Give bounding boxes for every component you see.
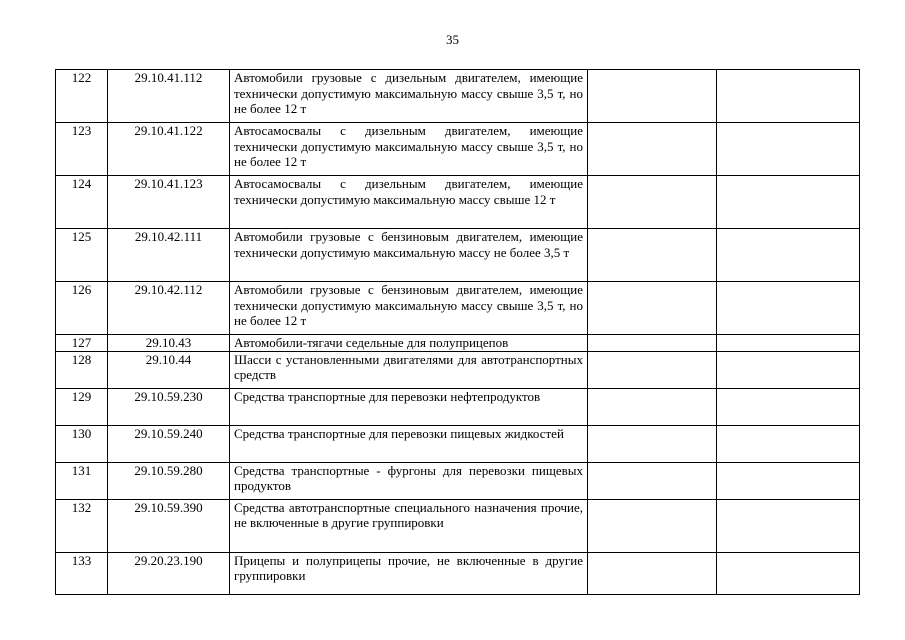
okpd-code: 29.10.59.230 (108, 388, 230, 425)
cell-empty (588, 594, 717, 595)
product-description: Шасси с установленными двигателями для автотранспортных средств (230, 351, 588, 388)
cell-empty (717, 499, 860, 552)
cell-empty (588, 499, 717, 552)
row-number: 133 (56, 552, 108, 594)
product-description: Автомобили грузовые с дизельным двигателем, имеющие технически допустимую максимальную массу свыше 3,5 т, но не более 12 т (230, 70, 588, 123)
cell-empty (717, 70, 860, 123)
table-row (56, 335, 860, 352)
cell-empty (588, 335, 717, 352)
okpd-code: 29.10.41.122 (108, 123, 230, 176)
cell-empty (717, 123, 860, 176)
cell-empty (588, 388, 717, 425)
okpd-code: 29.10.59.240 (108, 425, 230, 462)
cell-empty (588, 123, 717, 176)
product-description: Автосамосвалы с дизельным двигателем, имеющие технически допустимую максимальную массу свыше 12 т (230, 176, 588, 229)
product-description: Прицепы и полуприцепы прочие, не включенные в другие группировки (230, 552, 588, 594)
row-number: 122 (56, 70, 108, 123)
cell-empty (717, 282, 860, 335)
table-row (56, 229, 860, 282)
row-number: 125 (56, 229, 108, 282)
row-number: 124 (56, 176, 108, 229)
okpd-code: 29.10.44 (108, 351, 230, 388)
cell-empty (717, 229, 860, 282)
cell-empty (717, 594, 860, 595)
product-description: Средства транспортные - фургоны для перевозки пищевых продуктов (230, 462, 588, 499)
cell-empty (230, 594, 588, 595)
product-description: Автосамосвалы с дизельным двигателем, имеющие технически допустимую максимальную массу свыше 3,5 т, но не более 12 т (230, 123, 588, 176)
okpd-code: 29.10.59.390 (108, 499, 230, 552)
table-row (56, 462, 860, 499)
row-number: 129 (56, 388, 108, 425)
cell-empty (588, 552, 717, 594)
okpd-code: 29.10.41.112 (108, 70, 230, 123)
okpd-code: 29.10.42.111 (108, 229, 230, 282)
cell-empty (588, 176, 717, 229)
cell-empty (56, 594, 108, 595)
cell-empty (717, 462, 860, 499)
table-row (56, 388, 860, 425)
cell-empty (588, 462, 717, 499)
page-number: 35 (446, 32, 459, 47)
table-row (56, 176, 860, 229)
product-description: Средства автотранспортные специального назначения прочие, не включенные в другие группировки (230, 499, 588, 552)
table-body (56, 70, 860, 595)
product-description: Автомобили-тягачи седельные для полуприцепов (230, 335, 588, 352)
table-row (56, 425, 860, 462)
table-row (56, 351, 860, 388)
row-number: 128 (56, 351, 108, 388)
okpd-code: 29.10.42.112 (108, 282, 230, 335)
table-row (56, 499, 860, 552)
table-row (56, 70, 860, 123)
row-number: 127 (56, 335, 108, 352)
cell-empty (588, 229, 717, 282)
goods-table (55, 69, 860, 595)
okpd-code: 29.10.43 (108, 335, 230, 352)
product-description: Автомобили грузовые с бензиновым двигателем, имеющие технически допустимую максимальную массу свыше 3,5 т, но не более 12 т (230, 282, 588, 335)
cell-empty (588, 70, 717, 123)
cell-empty (108, 594, 230, 595)
product-description: Средства транспортные для перевозки пищевых жидкостей (230, 425, 588, 462)
cell-empty (588, 425, 717, 462)
product-description: Автомобили грузовые с бензиновым двигателем, имеющие технически допустимую максимальную массу не более 3,5 т (230, 229, 588, 282)
row-number: 123 (56, 123, 108, 176)
row-number: 132 (56, 499, 108, 552)
table-row (56, 552, 860, 594)
cell-empty (717, 552, 860, 594)
table-row-filler (56, 594, 860, 595)
okpd-code: 29.20.23.190 (108, 552, 230, 594)
cell-empty (717, 425, 860, 462)
table-row (56, 282, 860, 335)
cell-empty (588, 282, 717, 335)
cell-empty (717, 388, 860, 425)
product-description: Средства транспортные для перевозки нефтепродуктов (230, 388, 588, 425)
okpd-code: 29.10.41.123 (108, 176, 230, 229)
cell-empty (717, 351, 860, 388)
okpd-code: 29.10.59.280 (108, 462, 230, 499)
row-number: 126 (56, 282, 108, 335)
cell-empty (717, 335, 860, 352)
row-number: 130 (56, 425, 108, 462)
table-row (56, 123, 860, 176)
cell-empty (717, 176, 860, 229)
row-number: 131 (56, 462, 108, 499)
cell-empty (588, 351, 717, 388)
